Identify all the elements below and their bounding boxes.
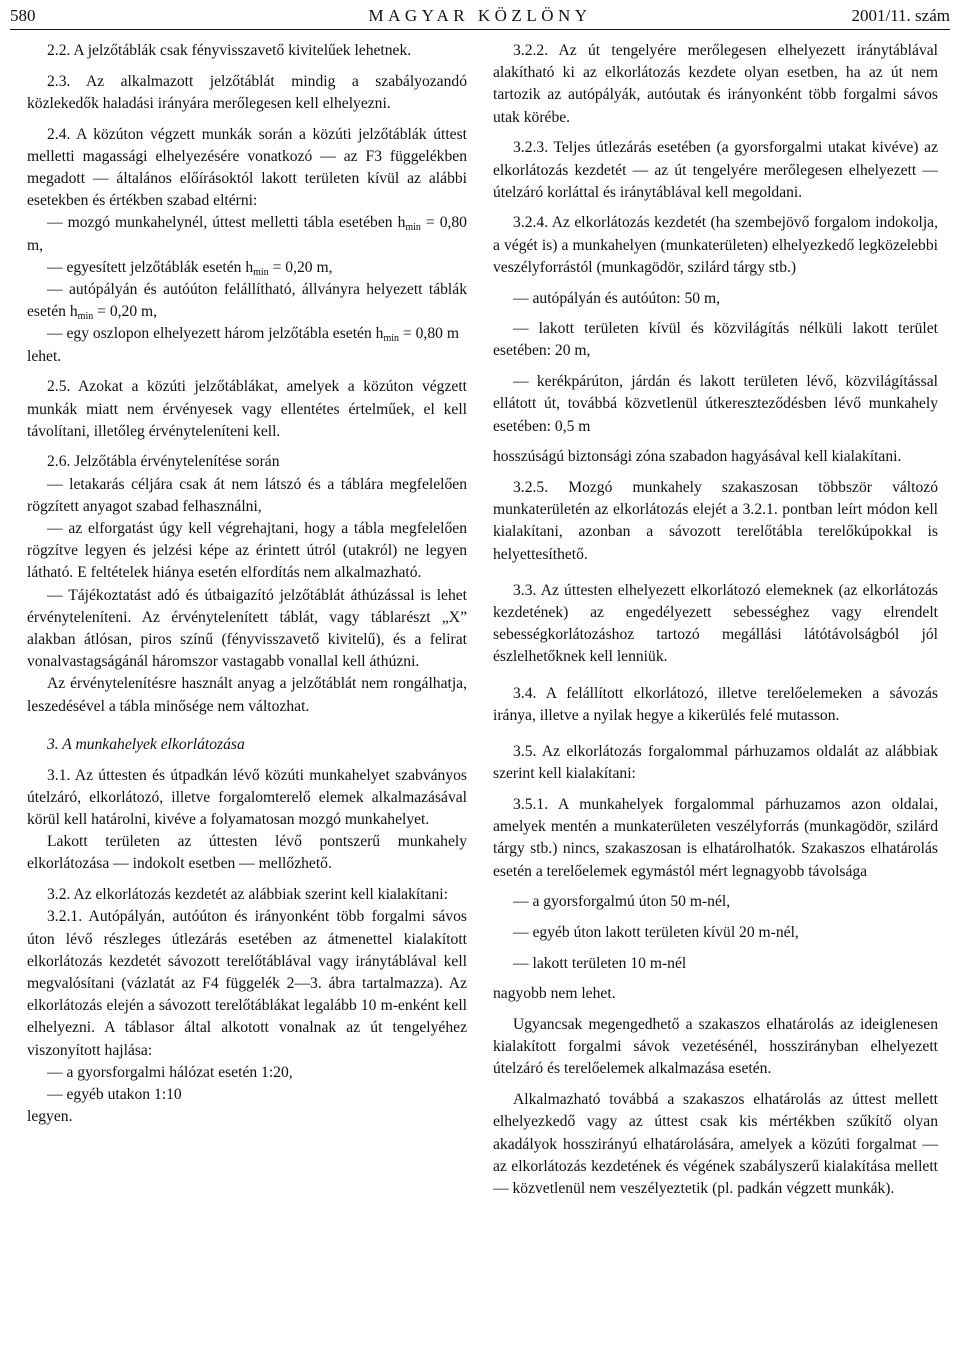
section-heading-3: 3. A munkahelyek elkorlátozása xyxy=(47,735,245,753)
list-item: — az elforgatást úgy kell végrehajtani, hogy a tábla megfelelően rögzítve legyen és jelzési képe az érintett útról (utakról) ne legyen látható. E feltételek hiánya esetén elfordítás nem alkalmazható. xyxy=(27,520,467,582)
paragraph-3-1: 3.1. Az úttesten és útpadkán lévő közúti munkahelyet szabványos útelzáró, elkorlátozó, illetve forgalomterelő elemek alkalmazásával körül kell határolni, kivéve a folyamatosan mozgó munkahelyet. xyxy=(27,766,467,828)
paragraph: Lakott területen az úttesten lévő pontszerű munkahely elkorlátozása — indokolt esetben — mellőzhető. xyxy=(27,833,467,873)
list-item: — kerékpárúton, járdán és lakott területen lévő, közvilágítással ellátott út, továbbá közvetlenül útkereszteződésben lévő munkahely esetében: 0,5 m xyxy=(493,373,938,435)
paragraph-2-6: 2.6. Jelzőtábla érvénytelenítése során xyxy=(47,453,280,471)
paragraph-3-4: 3.4. A felállított elkorlátozó, illetve terelőelemeken a sávozás iránya, illetve a nyilak hegye a kikerülés felé mutasson. xyxy=(493,684,938,724)
issue-number: 2001/11. szám xyxy=(851,6,950,25)
paragraph-3-3: 3.3. Az úttesten elhelyezett elkorlátozó elemeknek (az elkorlátozás kezdetének) az engedélyezett sebességhez vagy elrendelt sebességkorlátozáshoz tartozó megállási látótávolságból jól észlelhetőknek kell lenniük. xyxy=(493,581,938,666)
list-item: — letakarás céljára csak át nem látszó és a táblára megfelelően rögzített anyagot szabad felhasználni, xyxy=(27,475,467,515)
paragraph-3-5: 3.5. Az elkorlátozás forgalommal párhuzamos oldalát az alábbiak szerint kell kialakítani: xyxy=(493,742,938,783)
list-item: — lakott területen 10 m-nél xyxy=(513,954,687,972)
paragraph: nagyobb nem lehet. xyxy=(493,985,616,1003)
paragraph: Ugyancsak megengedhető a szakaszos elhatárolás az ideiglenesen kialakított forgalmi sávok vezetésénél, hosszirányban elhelyezett útelzáró és terelőelemek alkalmazása esetén. xyxy=(493,1016,938,1078)
paragraph-3-5-1: 3.5.1. A munkahelyek forgalommal párhuzamos azon oldalai, amelyek mentén a munkaterületen veszélyforrás (munkagödör, szilárd tárgy stb.) nincs, szakaszosan is elhatárolhatók. Szakaszos elhatárolás esetén a terelőelemek egymástól mért legnagyobb távolsága xyxy=(493,795,938,880)
paragraph-2-4: 2.4. A közúton végzett munkák során a közúti jelzőtáblák úttest melletti magassági elhelyezésére vonatkozó — az F3 függelékben megadott — általános előírásoktól lakott területen kívül az alábbi esetekben és értékben szabad eltérni: xyxy=(27,125,467,210)
list-item: — egyéb utakon 1:10 xyxy=(47,1085,182,1103)
paragraph: Az érvénytelenítésre használt anyag a jelzőtáblát nem rongálhatja, leszedésével a tábla minősége nem változhat. xyxy=(27,675,467,715)
list-item: — Tájékoztatást adó és útbaigazító jelzőtáblát áthúzással is lehet érvényteleníteni. Az érvénytelenített táblát, vagy táblarészt „X” alakban átlósan, piros színű (fényvisszavető kivitelű), és a felirat vonalvastagságánál háromszor vastagabb vonallal kell áthúzni. xyxy=(27,586,467,671)
right-column xyxy=(493,40,938,1200)
paragraph-2-5: 2.5. Azokat a közúti jelzőtáblákat, amelyek a közúton végzett munkák miatt nem érvényesek vagy ellentétes értelműek, el kell távolítani, illetőleg érvényteleníteni kell. xyxy=(27,378,467,440)
list-item: — autópályán és autóúton: 50 m, xyxy=(513,289,721,307)
list-item: — egyesített jelzőtáblák esetén $h_{min} = 0,20$ m, xyxy=(47,258,333,278)
paragraph: hosszúságú biztonsági zóna szabadon hagyásával kell kialakítani. xyxy=(493,448,902,466)
paragraph-3-2-3: 3.2.3. Teljes útlezárás esetében (a gyorsforgalmi utakat kivéve) az elkorlátozás kezdetét — az út tengelyére merőlegesen elhelyezett — útelzáró korláttal és iránytáblával kell megoldani. xyxy=(493,139,938,201)
paragraph-end: lehet. xyxy=(27,347,62,365)
journal-title: MAGYAR KÖZLÖNY xyxy=(368,6,592,25)
paragraph: Alkalmazható továbbá a szakaszos elhatárolás az úttest mellett elhelyezkedő vagy az úttest csak kis mértékben szűkítő olyan akadályok hosszirányú elhatárolására, amelyek a közúti forgalmat — az elkorlátozás kezdetének és végének szabályszerű kialakítása mellett — közvetlenül nem veszélyeztetik (pl. padkán végzett munkák). xyxy=(493,1091,938,1197)
list-item: — autópályán és autóúton felállítható, állványra helyezett táblák esetén $h_{min} = 0,20$ m, xyxy=(27,281,467,323)
paragraph-2-3: 2.3. Az alkalmazott jelzőtáblát mindig a szabályozandó közlekedők haladási irányára merőlegesen kell elhelyezni. xyxy=(27,72,467,112)
list-item: — egy oszlopon elhelyezett három jelzőtábla esetén $h_{min} = 0,80$ m xyxy=(47,325,459,345)
list-item: — mozgó munkahelynél, úttest melletti tábla esetében $h_{min} = 0,80$ m, xyxy=(27,214,467,254)
paragraph-3-2-4: 3.2.4. Az elkorlátozás kezdetét (ha szembejövő forgalom indokolja, a végét is) a munkahelyen (munkaterületen) elhelyezkedő legközelebbi veszélyforrástól (munkagödör, szilárd tárgy stb.) xyxy=(493,214,938,276)
list-item: — egyéb úton lakott területen kívül 20 m-nél, xyxy=(513,923,799,941)
header-rule xyxy=(10,29,950,30)
paragraph-3-2-2: 3.2.2. Az út tengelyére merőlegesen elhelyezett iránytáblával alakítható ki az elkorlátozás kezdete olyan esetben, ha az út nem tartozik az autópályák, autóutak és irányonként több forgalmi sávos utak körébe. xyxy=(493,42,938,126)
paragraph-3-2-1: 3.2.1. Autópályán, autóúton és irányonként több forgalmi sávos úton lévő részleges útlezárás esetében az átmenettel kialakított elkorlátozás kezdetét sávozott terelőtáblával vagy iránytáblával kell megvalósítani (vázlatát az F4 függelék 2—3. ábra tartalmazza). Az elkorlátozás elején a sávozott terelőtáblákat legalább 10 m-enként kell elhelyezni. A táblasor által alkotott vonalnak az út tengelyéhez viszonyított hajlása: xyxy=(27,908,467,1059)
paragraph-3-2: 3.2. Az elkorlátozás kezdetét az alábbiak szerint kell kialakítani: xyxy=(47,886,448,904)
list-item: — a gyorsforgalmi hálózat esetén 1:20, xyxy=(47,1063,293,1081)
page-number: 580 xyxy=(10,6,36,25)
paragraph-end: legyen. xyxy=(27,1108,73,1126)
left-column xyxy=(27,40,467,1128)
list-item: — a gyorsforgalmú úton 50 m-nél, xyxy=(513,893,731,911)
paragraph-2-2: 2.2. A jelzőtáblák csak fényvisszavető kivitelűek lehetnek. xyxy=(47,42,412,59)
paragraph-3-2-5: 3.2.5. Mozgó munkahely szakaszosan többször változó munkaterületén az elkorlátozás elejét a 3.2.1. pontban leírt módon kell kialakítani, azonban a sávozott terelőtábla terelőkúpokkal is helyettesíthető. xyxy=(493,478,938,563)
list-item: — lakott területen kívül és közvilágítás nélküli lakott terület esetében: 20 m, xyxy=(493,320,938,360)
